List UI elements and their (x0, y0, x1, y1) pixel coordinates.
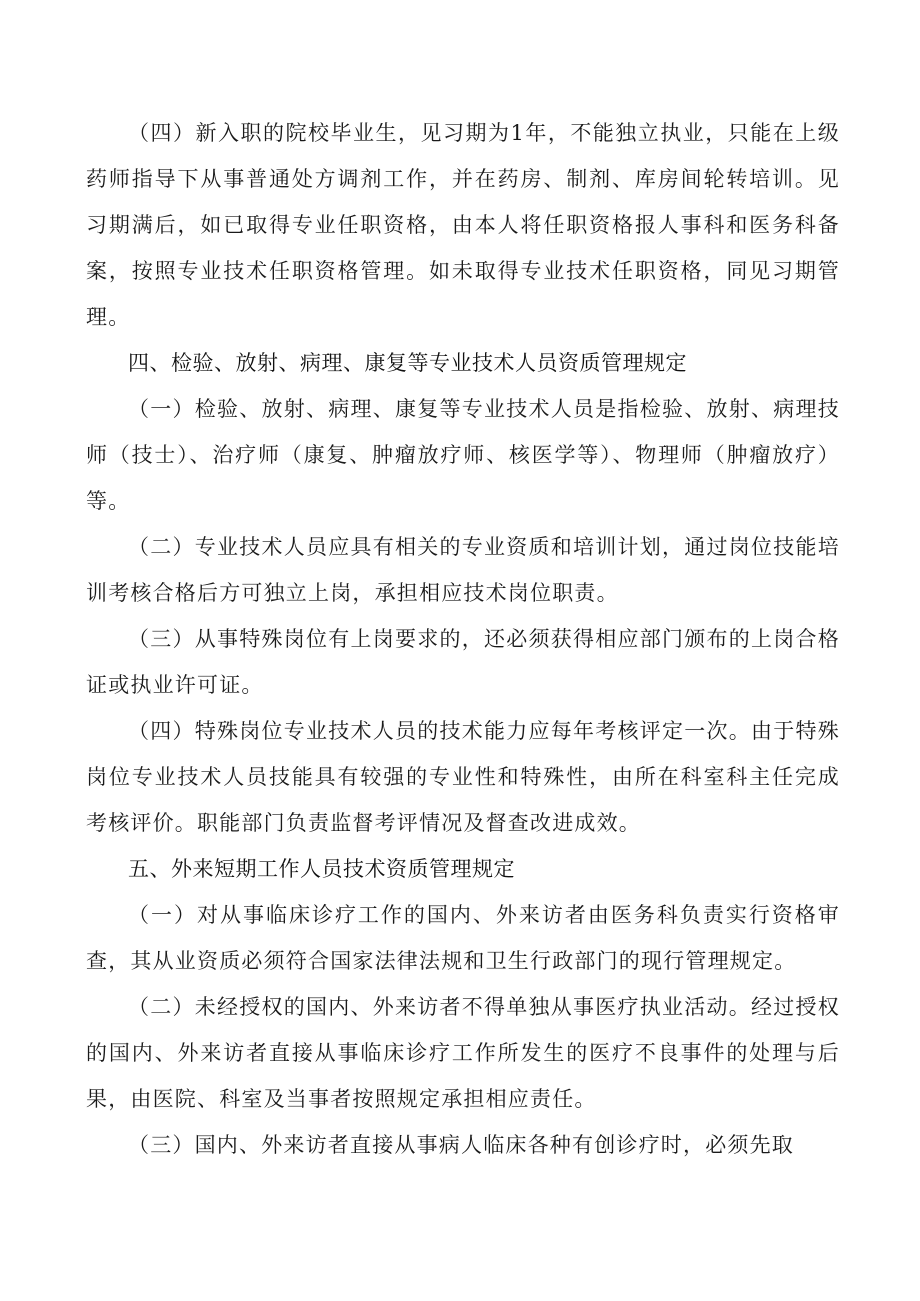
document-body (86, 110, 840, 1168)
section-heading-4: 四、检验、放射、病理、康复等专业技术人员资质管理规定 (128, 351, 687, 375)
para-4-3: （三）从事特殊岗位有上岗要求的，还必须获得相应部门颁布的上岗合格证或执业许可证。 (86, 627, 840, 697)
para-intern-graduates: （四）新入职的院校毕业生，见习期为1年，不能独立执业，只能在上级药师指导下从事普通处方调剂工作，并在药房、制剂、库房间轮转培训。见习期满后，如已取得专业任职资格，由本人将任职资格报人事科和医务科备案，按照专业技术任职资格管理。如未取得专业技术任职资格，同见习期管理。 (86, 121, 840, 329)
para-4-1: （一）检验、放射、病理、康复等专业技术人员是指检验、放射、病理技师（技士）、治疗师（康复、肿瘤放疗师、核医学等）、物理师（肿瘤放疗）等。 (86, 397, 840, 513)
para-5-2: （二）未经授权的国内、外来访者不得单独从事医疗执业活动。经过授权的国内、外来访者直接从事临床诊疗工作所发生的医疗不良事件的处理与后果，由医院、科室及当事者按照规定承担相应责任。 (86, 995, 840, 1111)
para-4-2: （二）专业技术人员应具有相关的专业资质和培训计划，通过岗位技能培训考核合格后方可独立上岗，承担相应技术岗位职责。 (86, 535, 840, 605)
section-heading-5: 五、外来短期工作人员技术资质管理规定 (128, 857, 515, 881)
para-4-4: （四）特殊岗位专业技术人员的技术能力应每年考核评定一次。由于特殊岗位专业技术人员技能具有较强的专业性和特殊性，由所在科室科主任完成考核评价。职能部门负责监督考评情况及督查改进成效。 (86, 719, 840, 835)
para-5-1: （一）对从事临床诊疗工作的国内、外来访者由医务科负责实行资格审查，其从业资质必须符合国家法律法规和卫生行政部门的现行管理规定。 (86, 903, 840, 973)
para-5-3: （三）国内、外来访者直接从事病人临床各种有创诊疗时，必须先取 (128, 1133, 794, 1157)
